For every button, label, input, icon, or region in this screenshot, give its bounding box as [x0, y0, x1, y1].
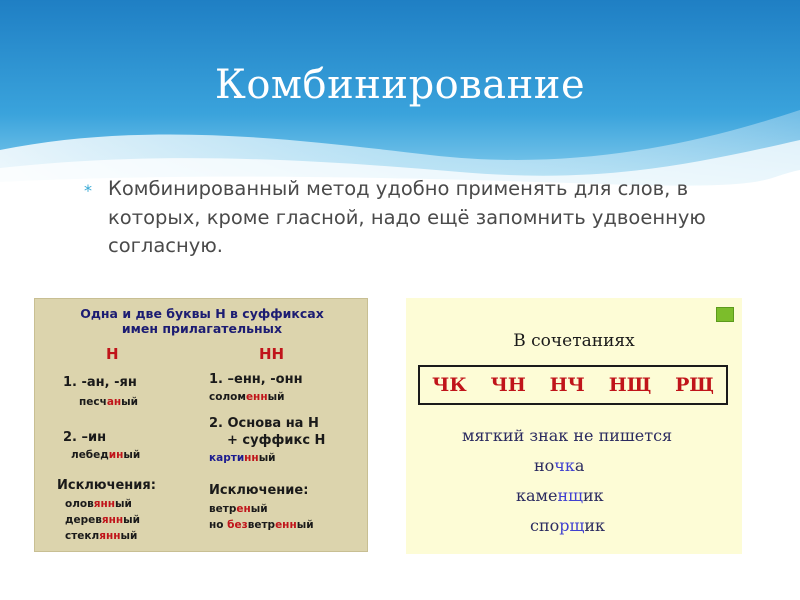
- green-square-icon: [716, 307, 734, 322]
- exception-word: стеклянный: [65, 530, 138, 542]
- table-header: Одна и две буквы Н в суффиксах имен прилагательных: [80, 306, 324, 336]
- bullet-star-icon: *: [84, 181, 92, 200]
- rule-stem-n: 2. Основа на Н: [209, 416, 319, 431]
- rule-enn-onn: 1. –енн, -онн: [209, 372, 303, 387]
- rule-in: 2. –ин: [63, 430, 107, 445]
- rule-an-yan: 1. -ан, -ян: [63, 375, 137, 390]
- example-word: картинный: [209, 452, 276, 464]
- column-double-n: НН: [259, 345, 285, 363]
- exception-word: но безветренный: [209, 519, 314, 531]
- note-rule: мягкий знак не пишется: [462, 426, 673, 445]
- rule-suffix-n: + суффикс Н: [227, 433, 326, 448]
- exception-word: деревянный: [65, 514, 141, 526]
- example-word: песчаный: [79, 396, 139, 408]
- note-example-word: каменщик: [516, 486, 604, 505]
- example-word: лебединый: [71, 449, 141, 461]
- exception-title: Исключение:: [209, 483, 309, 498]
- note-title: В сочетаниях: [513, 331, 635, 351]
- exception-word: ветреный: [209, 503, 268, 515]
- combo-rshch: РЩ: [675, 374, 714, 396]
- combinations-note: [406, 298, 742, 554]
- example-word: соломенный: [209, 391, 285, 403]
- note-example-word: ночка: [534, 456, 585, 475]
- note-example-word: спорщик: [530, 516, 606, 535]
- column-single-n: Н: [106, 345, 119, 363]
- bullet-text: Комбинированный метод удобно применять для слов, в которых, кроме гласной, надо ещё запомнить удвоенную согласную.: [108, 177, 706, 257]
- combo-nch: НЧ: [549, 374, 585, 396]
- letter-combinations: [418, 365, 728, 405]
- exception-word: оловянный: [65, 498, 132, 510]
- combo-chk: ЧК: [432, 374, 467, 396]
- slide-title: Комбинирование: [214, 62, 586, 108]
- rules-table: [34, 298, 368, 552]
- combo-chn: ЧН: [490, 374, 526, 396]
- exceptions-title: Исключения:: [57, 478, 156, 493]
- combo-nshch: НЩ: [608, 374, 652, 396]
